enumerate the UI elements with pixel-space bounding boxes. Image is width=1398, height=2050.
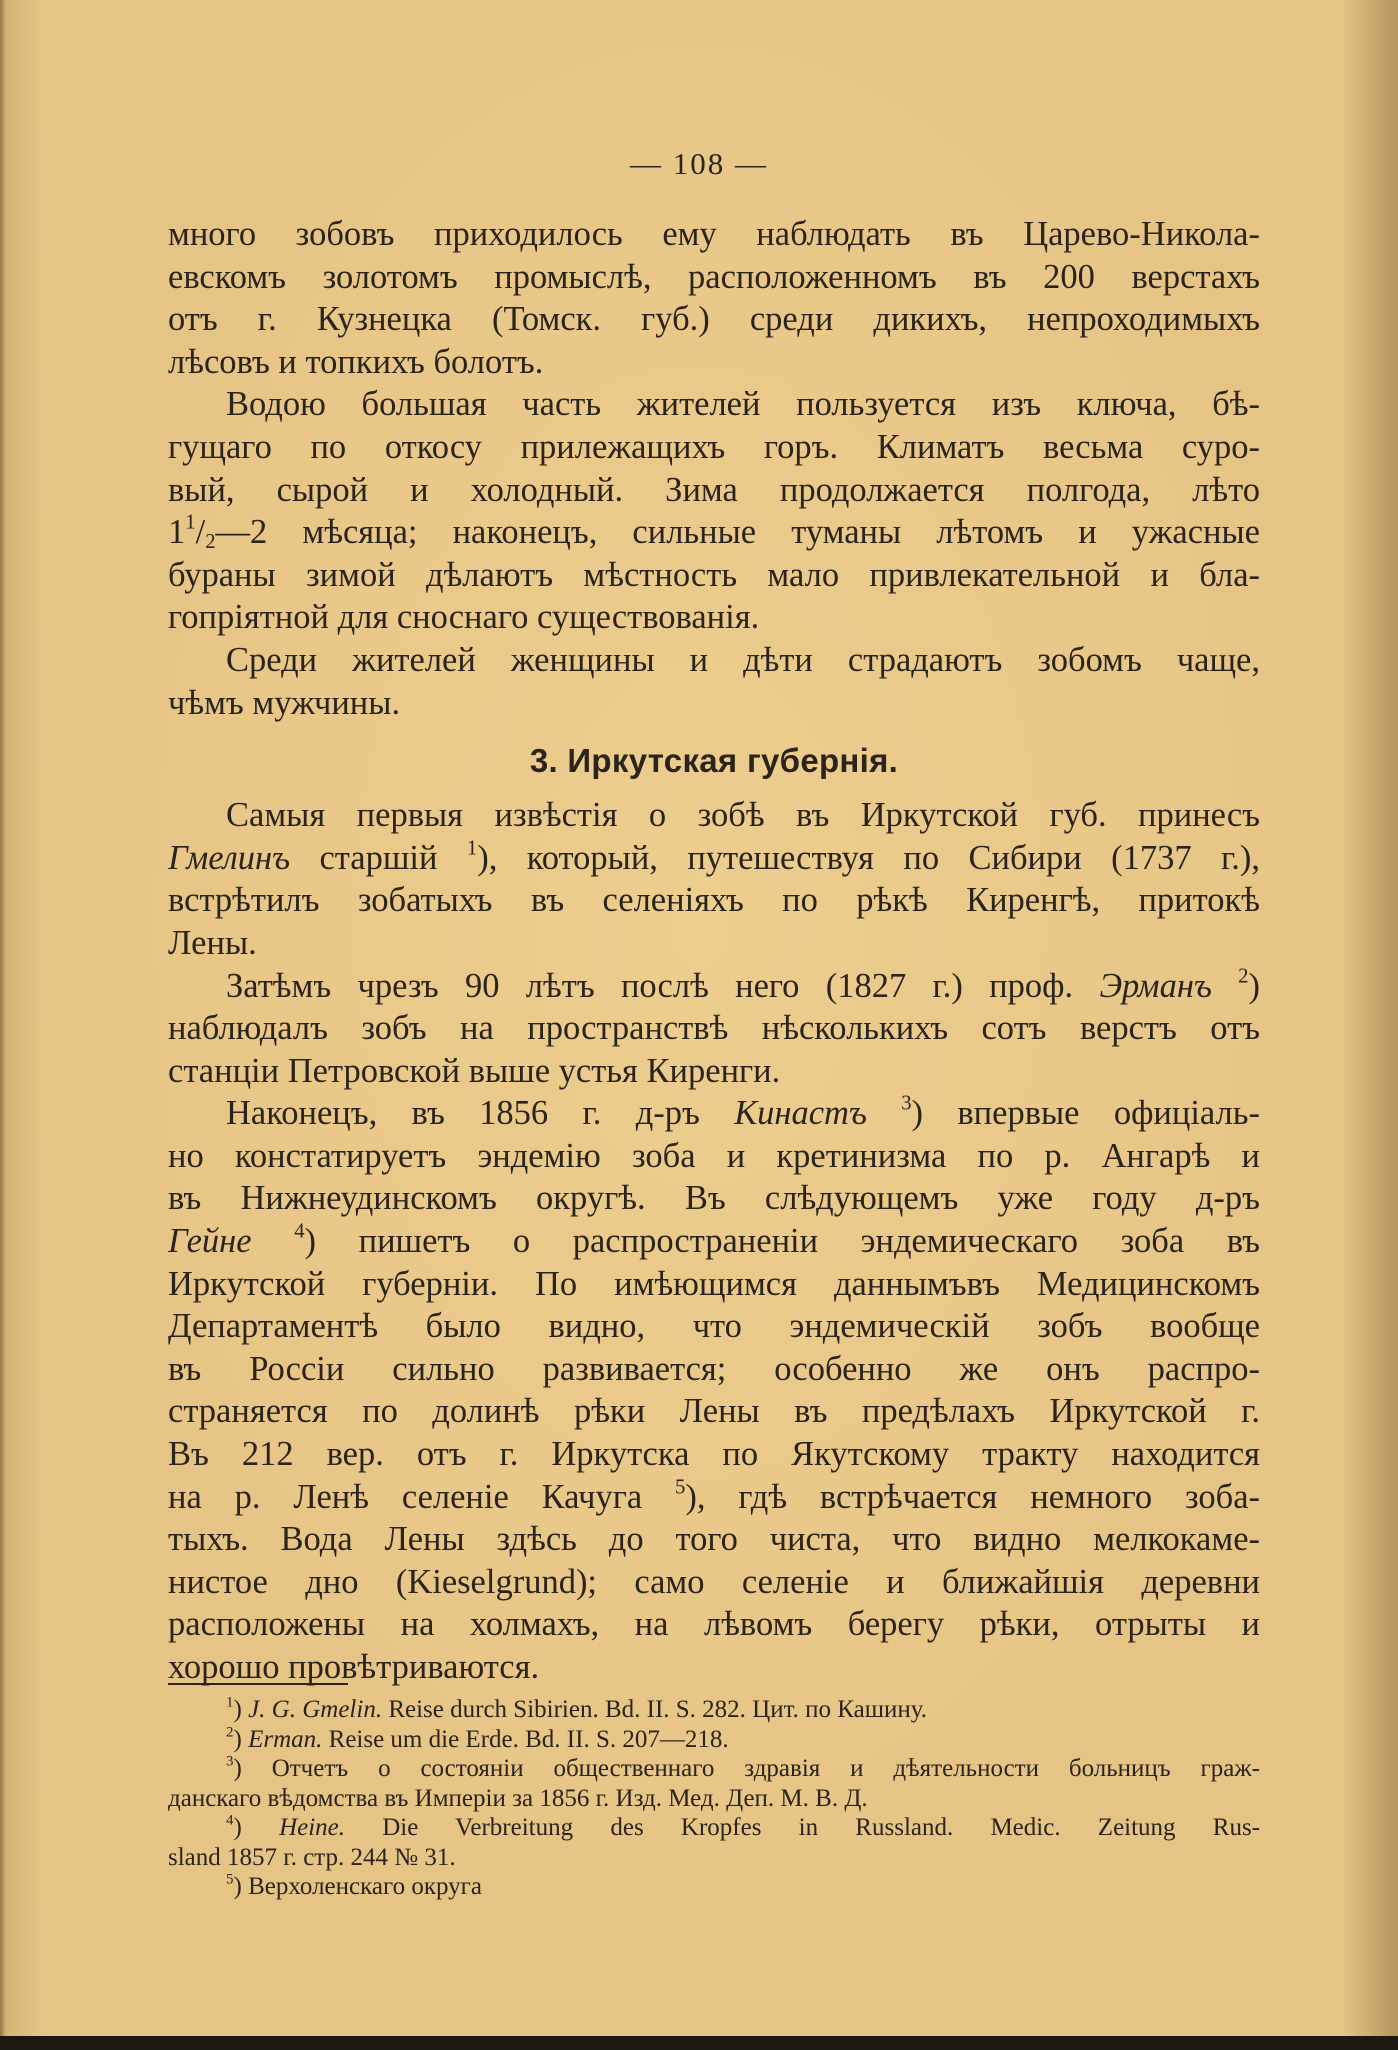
text-line: Департаментѣ было видно, что эндемическій зобъ вообще [168, 1307, 1260, 1346]
text-line: Лены. [168, 923, 257, 962]
text-line: наблюдалъ зобъ на пространствѣ нѣсколькихъ сотъ верстъ отъ [168, 1009, 1260, 1048]
fraction-denominator: 2 [205, 531, 216, 554]
text-line: Въ 212 вер. отъ г. Иркутска по Якутскому тракту находится [168, 1435, 1260, 1474]
paragraph [168, 794, 1260, 964]
text-line: но констатируетъ эндемію зоба и кретинизма по р. Ангарѣ и [168, 1136, 1260, 1175]
footnote-ref: 3 [901, 1092, 912, 1115]
paragraph [168, 1092, 1260, 1688]
text-line: въ Нижнеудинскомъ округѣ. Въ слѣдующемъ уже году д-ръ [168, 1179, 1260, 1218]
text-fragment: ), гдѣ встрѣчается немного зоба- [685, 1477, 1261, 1516]
footnote-ref: 5 [675, 1476, 686, 1499]
author-name: Кинастъ [734, 1094, 867, 1133]
footnote-number: 4 [226, 1812, 234, 1829]
text-line: гущаго по откосу прилежащихъ горъ. Климатъ весьма суро- [168, 427, 1260, 466]
footnote-text: ) Верхоленскаго округа [233, 1873, 483, 1900]
paragraph [168, 213, 1260, 383]
footnote-number: 3 [226, 1753, 234, 1770]
footnote-4-continued: sland 1857 г. стр. 244 № 31. [168, 1843, 456, 1871]
text-line: нистое дно (Kieselgrund); само селеніе и ближайшія деревни [168, 1562, 1260, 1601]
main-text [168, 213, 1260, 1689]
text-fragment: Наконецъ, въ 1856 г. д-ръ [226, 1094, 735, 1133]
text-line: евскомъ золотомъ промыслѣ, расположенномъ въ 200 верстахъ [168, 257, 1260, 296]
footnote-text: ) Отчетъ о состояніи общественнаго здравія и дѣятельности больницъ граж- [233, 1755, 1260, 1782]
text-fragment: ) впервые офиціаль- [911, 1094, 1260, 1133]
text-line [168, 1092, 1260, 1135]
footnote-5 [168, 1872, 1260, 1902]
text-line: въ Россіи сильно развивается; особенно же онъ распро- [168, 1349, 1260, 1388]
page-edge-shadow [0, 0, 6, 2050]
footnote-number: 1 [226, 1694, 234, 1711]
footnote-number: 2 [226, 1724, 234, 1740]
fraction-numerator: 1 [185, 511, 196, 534]
footnote-1: $^1$) J. G. Gmelin. Reise durch Sibirien. Bd. II. S. 282. Цит. по Кашину. [226, 1694, 927, 1723]
author-name: Гейне [168, 1222, 252, 1261]
text-fragment: ) пишетъ о распространеніи эндемическаго зоба въ [304, 1222, 1261, 1261]
text-line: встрѣтилъ зобатыхъ въ селеніяхъ по рѣкѣ Киренгѣ, притокѣ [168, 881, 1260, 920]
footnote-divider [168, 1683, 348, 1685]
footnote-author: Erman. [248, 1725, 323, 1753]
text-line [168, 965, 1260, 1008]
text-fragment: —2 мѣсяца; наконецъ, сильные туманы лѣтомъ и ужасные [215, 513, 1260, 552]
text-fragment: ), который, путешествуя по Сибири (1737 г.), [477, 838, 1260, 877]
footnote-3 [168, 1754, 1260, 1784]
text-line: тыхъ. Вода Лены здѣсь до того чиста, что видно мелкокаме- [168, 1520, 1260, 1559]
footnotes [168, 1695, 1260, 1902]
text-line [168, 1476, 1260, 1519]
author-name: Гмелинъ [168, 838, 291, 877]
text-line: Иркутской губерніи. По имѣющимся даннымъвъ Медицинскомъ [168, 1264, 1260, 1303]
text-line: много зобовъ приходилось ему наблюдать въ Царево-Никола- [168, 215, 1260, 253]
footnote-3-continued: данскаго вѣдомства въ Имперіи за 1856 г. Изд. Мед. Деп. М. В. Д. [168, 1784, 868, 1812]
page-number: — 108 — [630, 146, 768, 181]
text-fragment: ) [1248, 966, 1261, 1005]
text-line [168, 511, 1260, 554]
text-line: отъ г. Кузнецка (Томск. губ.) среди дикихъ, непроходимыхъ [168, 300, 1260, 339]
section-heading: 3. Иркутская губернія. [529, 742, 899, 780]
text-line [168, 837, 1260, 880]
footnote-2: $^2$) Erman. Reise um die Erde. Bd. II. S. 207—218. [226, 1724, 729, 1753]
text-line: расположены на холмахъ, на лѣвомъ берегу рѣки, отрыты и [168, 1605, 1260, 1644]
text-line: лѣсовъ и топкихъ болотъ. [168, 342, 544, 381]
paragraph [168, 965, 1260, 1093]
scan-bottom-edge [0, 2036, 1398, 2050]
footnote-ref: 4 [294, 1220, 305, 1243]
footnote-ref: 1 [466, 837, 478, 860]
text-fragment: на р. Ленѣ селеніе Качуга [168, 1477, 676, 1516]
author-name: Эрманъ [1099, 966, 1212, 1005]
footnote-text: Reise um die Erde. Bd. II. S. 207—218. [322, 1725, 729, 1753]
footnote-4: $^4$) Heine. Die Verbreitung des Kropfes in Russland. Medic. Zeitung Rus- [226, 1812, 1261, 1841]
text-fragment: Затѣмъ чрезъ 90 лѣтъ послѣ него (1827 г.) проф. [226, 966, 1100, 1005]
text-line: чѣмъ мужчины. [168, 683, 401, 722]
paragraph [168, 383, 1260, 639]
paragraph [168, 639, 1260, 724]
footnote-ref: 2 [1238, 965, 1249, 988]
footnote-author: Heine. [279, 1814, 346, 1841]
fraction-slash: / [195, 513, 206, 552]
text-line: Среди жителей женщины и дѣти страдаютъ зобомъ чаще, [226, 640, 1260, 679]
text-line: бураны зимой дѣлаютъ мѣстность мало привлекательной и бла- [168, 555, 1260, 594]
footnote-text: Die Verbreitung des Kropfes in Russland. Medic. Zeitung Rus- [345, 1814, 1261, 1841]
text-line: Водою большая часть жителей пользуется изъ ключа, бѣ- [226, 385, 1260, 424]
text-line: Самыя первыя извѣстія о зобѣ въ Иркутской губ. принесъ [226, 796, 1260, 835]
fraction-whole: 1 [168, 513, 186, 552]
text-line [168, 1220, 1260, 1263]
text-line: станціи Петровской выше устья Киренги. [168, 1051, 781, 1090]
footnote-number: 5 [226, 1871, 234, 1888]
text-line: страняется по долинѣ рѣки Лены въ предѣлахъ Иркутской г. [168, 1392, 1260, 1431]
text-line: хорошо провѣтриваются. [168, 1648, 540, 1686]
text-line: вый, сырой и холодный. Зима продолжается полгода, лѣто [168, 470, 1260, 509]
footnote-text: Reise durch Sibirien. Bd. II. S. 282. Цит. по Кашину. [382, 1696, 927, 1723]
text-fragment: старшій [290, 838, 467, 877]
footnote-author: J. G. Gmelin. [248, 1696, 383, 1723]
text-line: гопріятной для сноснаго существованія. [168, 598, 760, 637]
